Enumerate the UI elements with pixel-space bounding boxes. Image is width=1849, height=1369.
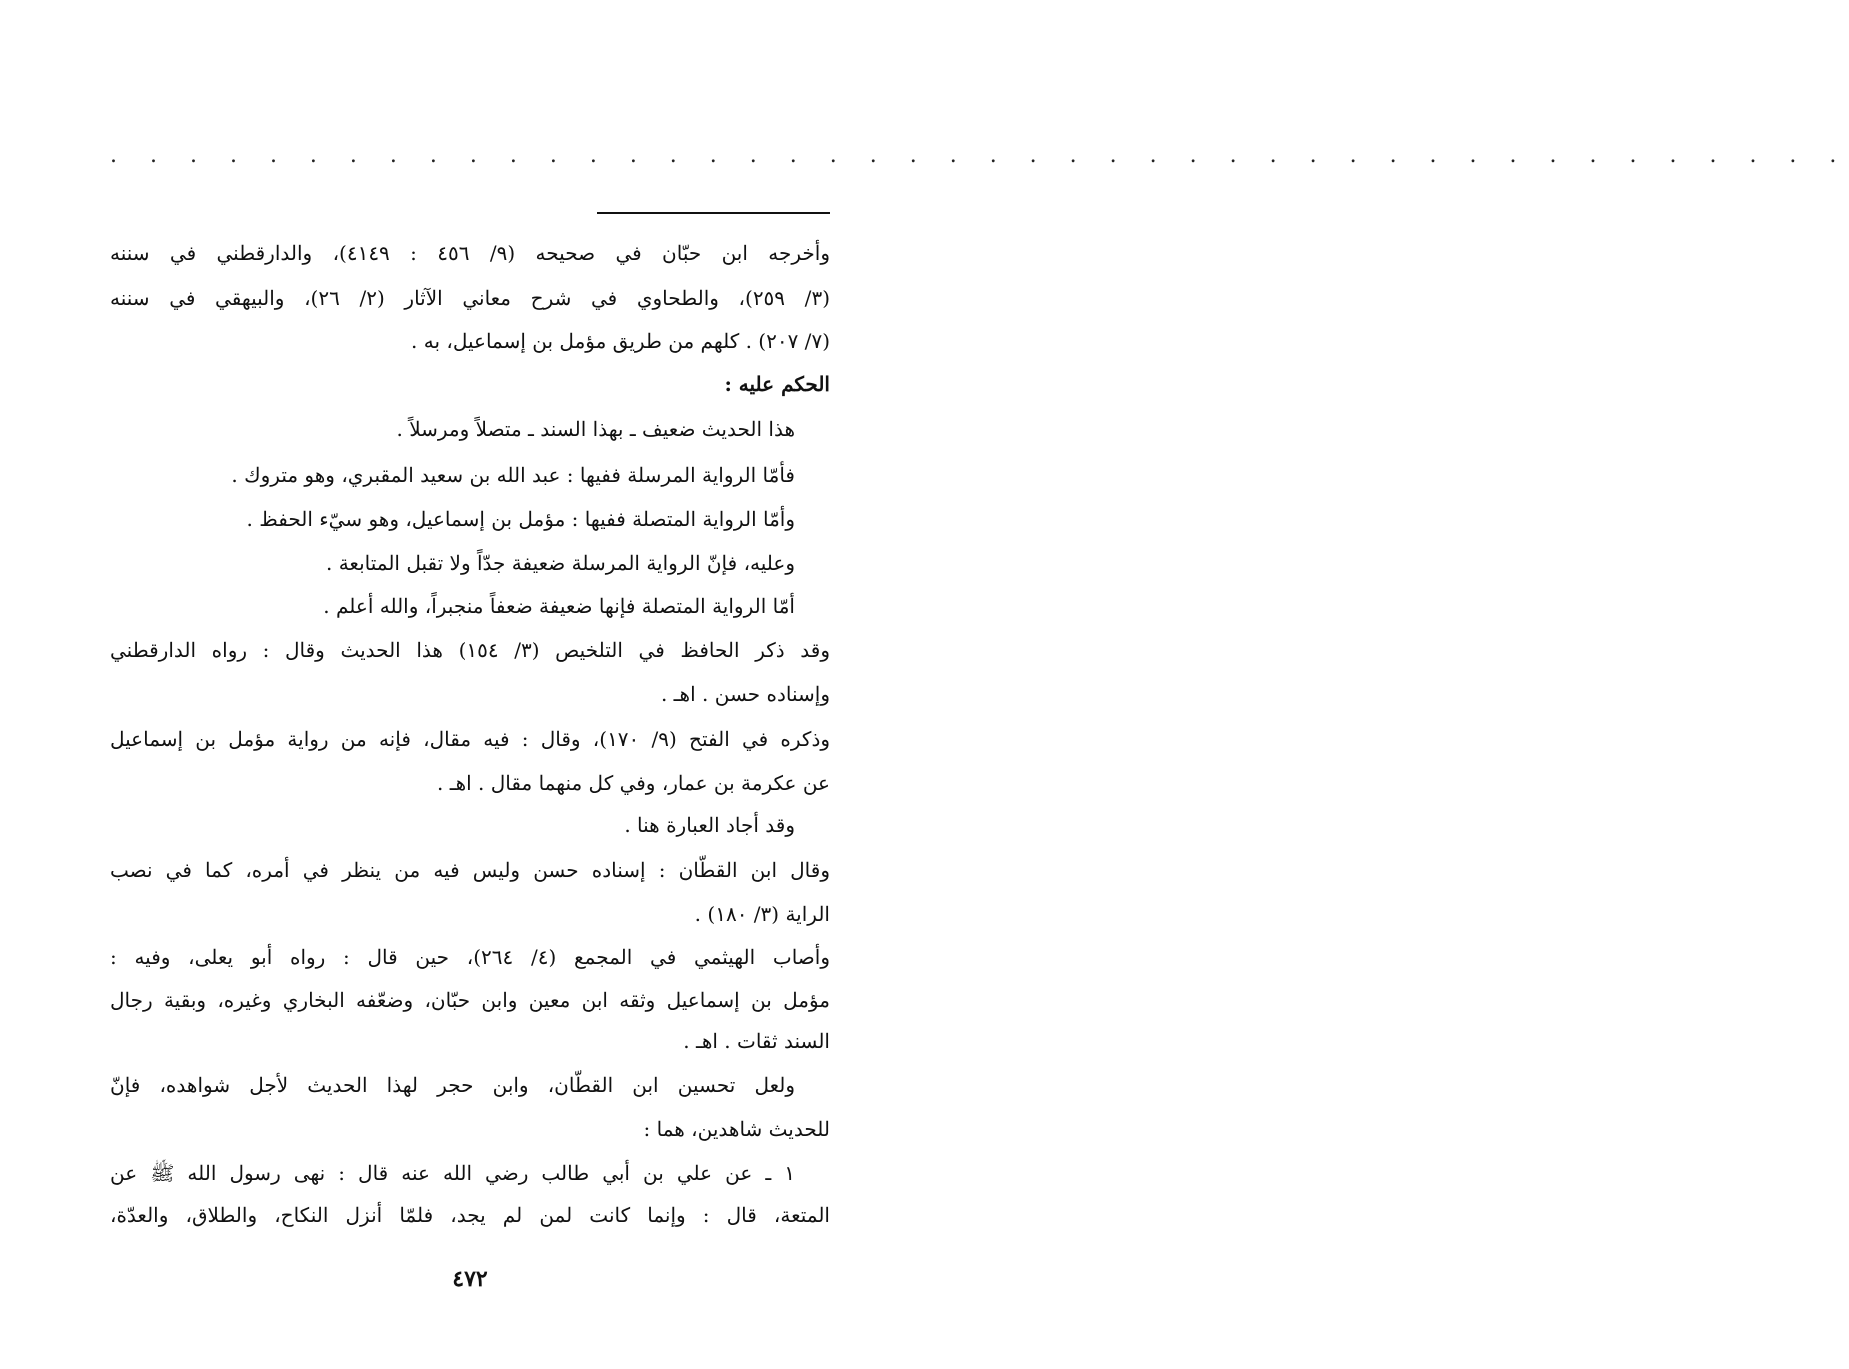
text-line: المتعة، قال : وإنما كانت لمن لم يجد، فلمّا أنزل النكاح، والطلاق، والعدّة، [110,1203,830,1227]
text-line: ولعل تحسين ابن القطّان، وابن حجر لهذا الحديث لأجل شواهده، فإنّ [110,1073,795,1097]
text-line: وقد أجاد العبارة هنا . [624,813,795,837]
text-line: وذكره في الفتح (٩/ ١٧٠)، وقال : فيه مقال، فإنه من رواية مؤمل بن إسماعيل [110,727,831,751]
text-line: مؤمل بن إسماعيل وثقه ابن معين وابن حبّان، وضعّفه البخاري وغيره، وبقية رجال [110,988,830,1012]
text-line: أمّا الرواية المتصلة فإنها ضعيفة ضعفاً منجبراً، والله أعلم . [323,594,795,618]
text-line: وقال ابن القطّان : إسناده حسن وليس فيه من ينظر في أمره، كما في نصب [110,858,830,882]
text-line: وإسناده حسن . اهـ . [660,682,830,706]
text-line: وعليه، فإنّ الرواية المرسلة ضعيفة جدّاً ولا تقبل المتابعة . [325,551,795,575]
text-line: الراية (٣/ ١٨٠) . [694,902,830,926]
page-number: ٤٧٢ [452,1266,488,1292]
section-heading: الحكم عليه : [724,372,830,396]
dotted-separator: . . . . . . . . . . . . . . . . . . . . . . . . . . . . . . . . . . . . . . . . . . . . [110,143,1849,168]
text-line: وأخرجه ابن حبّان في صحيحه (٩/ ٤٥٦ : ٤١٤٩)، والدارقطني في سننه [110,241,830,265]
text-line: وأمّا الرواية المتصلة ففيها : مؤمل بن إسماعيل، وهو سيّء الحفظ . [246,507,795,531]
text-line: (٧/ ٢٠٧) . كلهم من طريق مؤمل بن إسماعيل، به . [411,329,830,353]
text-line: وأصاب الهيثمي في المجمع (٤/ ٢٦٤)، حين قال : رواه أبو يعلى، وفيه : [110,945,830,969]
footnote-rule [597,212,830,214]
text-line: السند ثقات . اهـ . [683,1029,830,1053]
text-line: فأمّا الرواية المرسلة ففيها : عبد الله بن سعيد المقبري، وهو متروك . [231,463,795,487]
text-line: هذا الحديث ضعيف ـ بهذا السند ـ متصلاً ومرسلاً . [396,417,795,441]
text-line: عن عكرمة بن عمار، وفي كل منهما مقال . اهـ . [437,771,830,795]
text-line: ١ ـ عن علي بن أبي طالب رضي الله عنه قال : نهى رسول الله ﷺ عن [110,1161,795,1185]
text-line: (٣/ ٢٥٩)، والطحاوي في شرح معاني الآثار (٢/ ٢٦)، والبيهقي في سننه [110,286,830,310]
text-line: للحديث شاهدين، هما : [643,1117,830,1141]
text-line: وقد ذكر الحافظ في التلخيص (٣/ ١٥٤) هذا الحديث وقال : رواه الدارقطني [110,638,831,662]
